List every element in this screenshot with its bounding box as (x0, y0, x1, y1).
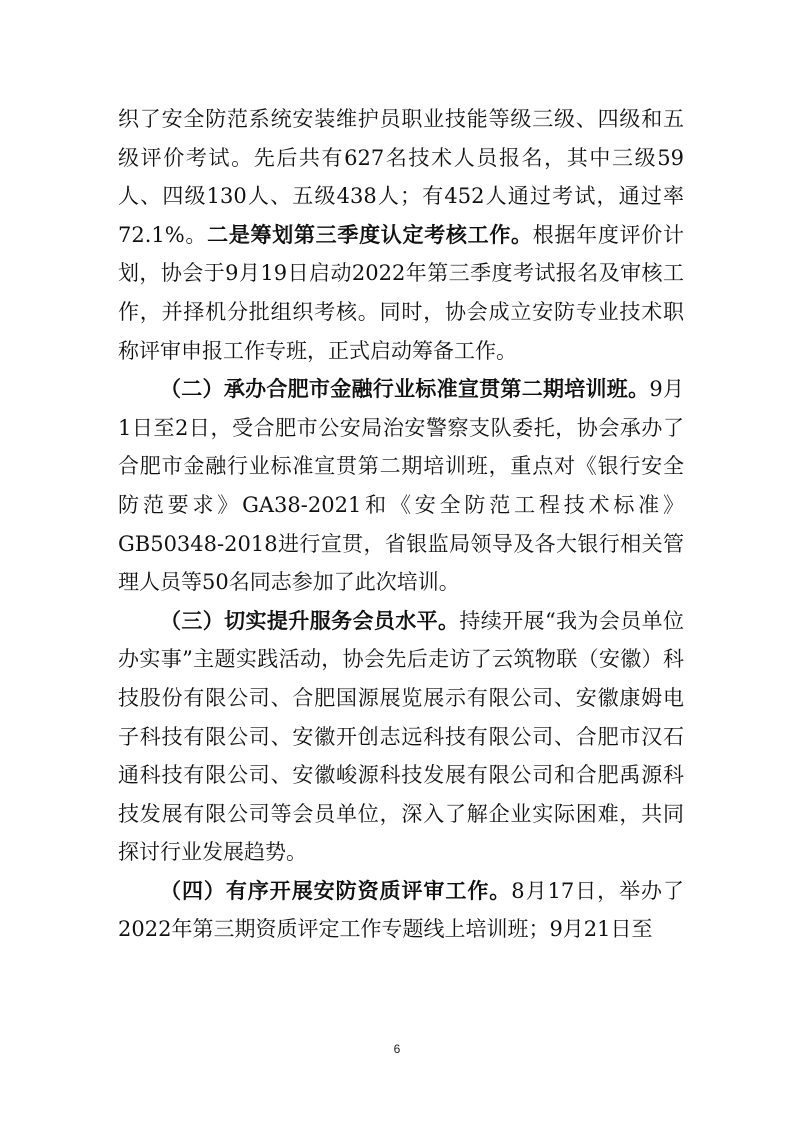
paragraph-4 (118, 872, 684, 949)
paragraph-1-heading: 二是筹划第三季度认定考核工作。 (207, 221, 533, 247)
paragraph-3-heading: （三）切实提升服务会员水平。 (160, 607, 460, 633)
paragraph-2-text: 9月1日至2日，受合肥市公安局治安警察支队委托，协会承办了合肥市金融行业标准宣贯第二期培训班，重点对《银行安全防范要求》GA38-2021和《安全防范工程技术标准》GB50348-2018进行宣贯，省银监局领导及各大银行相关管理人员等50名同志参加了此次培训。 (118, 377, 684, 595)
paragraph-3-text: 持续开展“我为会员单位办实事”主题实践活动，协会先后走访了云筑物联（安徽）科技股份有限公司、合肥国源展览展示有限公司、安徽康姆电子科技有限公司、安徽开创志远科技有限公司、合肥市汉石通科技有限公司、安徽峻源科技发展有限公司和合肥禹源科技发展有限公司等会员单位，深入了解企业实际困难，共同探讨行业发展趋势。 (118, 608, 684, 865)
paragraph-1-text-2: 根据年度评价计划，协会于9月19日启动2022年第三季度考试报名及审核工作，并择机分批组织考核。同时，协会成立安防专业技术职称评审申报工作专班，正式启动筹备工作。 (118, 222, 685, 363)
paragraph-2-heading: （二）承办合肥市金融行业标准宣贯第二期培训班。 (160, 376, 650, 402)
paragraph-4-text: 8月17日，举办了2022年第三期资质评定工作专题线上培训班；9月21日至 (118, 878, 684, 942)
paragraph-4-heading: （四）有序开展安防资质评审工作。 (160, 877, 512, 903)
paragraph-1 (118, 100, 684, 370)
paragraph-3 (118, 602, 684, 872)
paragraph-1-text: 织了安全防范系统安装维护员职业技能等级三级、四级和五级评价考试。先后共有627名技术人员报名，其中三级59人、四级130人、五级438人；有452人通过考试，通过率72.1%。 (118, 107, 684, 247)
paragraph-2 (118, 370, 684, 602)
page-number: 6 (393, 1042, 401, 1056)
body-text (118, 100, 684, 949)
